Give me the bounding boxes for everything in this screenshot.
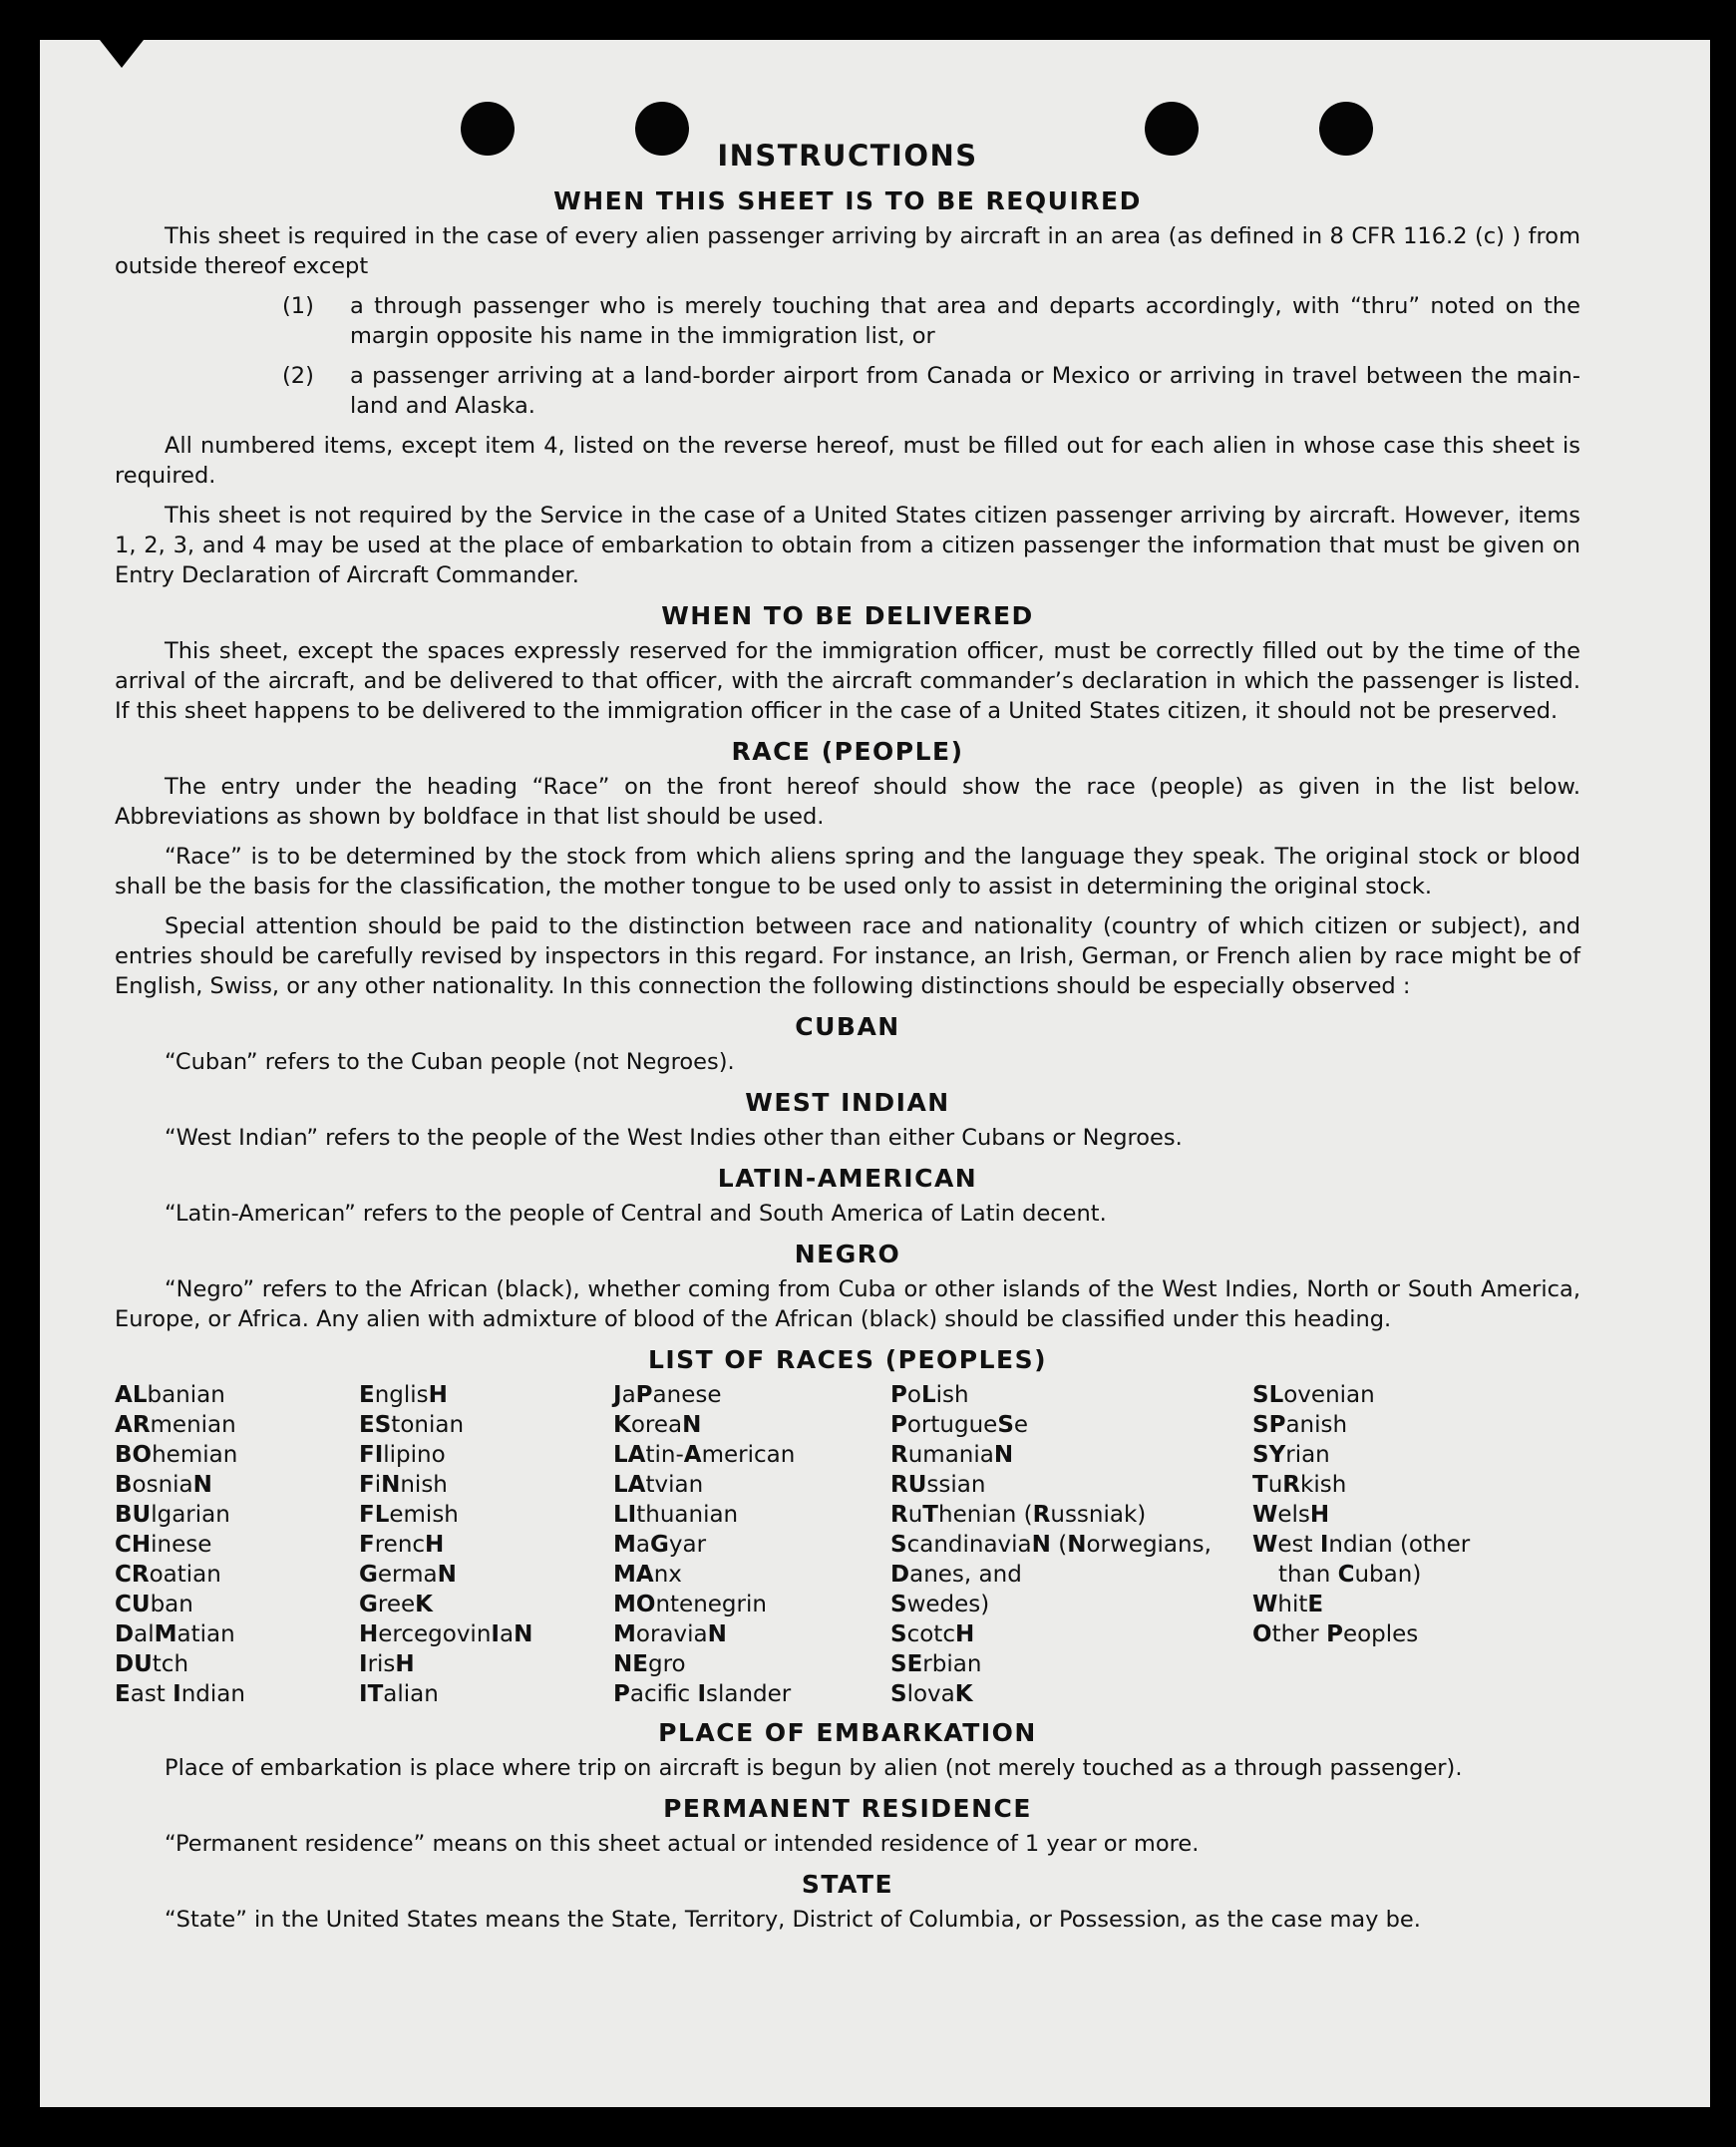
race-entry: Pacific Islander bbox=[613, 1681, 792, 1707]
race-entry: PoLish bbox=[890, 1382, 969, 1408]
race-entry: ARmenian bbox=[115, 1412, 236, 1438]
race-entry: MOntenegrin bbox=[613, 1592, 767, 1617]
embarkation-paragraph: Place of embarkation is place where trip on aircraft is begun by alien (not merely touched as a through passenger). bbox=[165, 1755, 1463, 1781]
race-entry: RumaniaN bbox=[890, 1442, 1014, 1468]
exception-item bbox=[115, 361, 1580, 421]
race-column bbox=[1252, 1380, 1552, 1709]
race-entry: BUlgarian bbox=[115, 1502, 230, 1528]
required-intro: This sheet is required in the case of every alien passenger arriving by aircraft in an area (as defined in 8 CFR 116.2 (c) ) from outside thereof except bbox=[115, 223, 1580, 279]
item-text: a through passenger who is merely touching that area and departs accordingly, with “thru” noted on the margin opposite his name in the immigration list, or bbox=[350, 293, 1580, 349]
race-entry: West Indian (other bbox=[1252, 1532, 1471, 1558]
race-paragraph: “Race” is to be determined by the stock from which aliens spring and the language they speak. The original stock or blood shall be the basis for the classification, the mother tongue to be used only to assist in determining the original stock. bbox=[115, 844, 1580, 899]
delivered-paragraph: This sheet, except the spaces expressly reserved for the immigration officer, must be correctly filled out by the time of the arrival of the aircraft, and be delivered to that officer, with the aircraft commander’s declaration in which the passenger is listed. If this sheet happens to be delivered to the immigration officer in the case of a United States citizen, it should not be preserved. bbox=[115, 638, 1580, 724]
race-entry: SlovaK bbox=[890, 1681, 973, 1707]
race-entry: BosniaN bbox=[115, 1472, 212, 1498]
race-entry: than Cuban) bbox=[1278, 1562, 1422, 1588]
race-entry: MaGyar bbox=[613, 1532, 707, 1558]
corner-notch bbox=[100, 40, 144, 68]
race-entry: GermaN bbox=[359, 1562, 457, 1588]
race-entry: CHinese bbox=[115, 1532, 212, 1558]
race-entry: NEgro bbox=[613, 1651, 686, 1677]
race-entry: KoreaN bbox=[613, 1412, 702, 1438]
race-entry: Danes, and bbox=[890, 1562, 1022, 1588]
race-entry: CRoatian bbox=[115, 1562, 221, 1588]
race-entry: ALbanian bbox=[115, 1382, 225, 1408]
heading-latin-american: LATIN-AMERICAN bbox=[717, 1164, 978, 1193]
race-list bbox=[115, 1380, 1580, 1709]
race-paragraph: Special attention should be paid to the distinction between race and nationality (country of which citizen or subject), and entries should be carefully revised by inspectors in this regard. For instance, an Irish, German, or French alien by race might be of English, Swiss, or any other nationality. In this connection the following distinctions should be especially observed : bbox=[115, 913, 1580, 999]
heading-race: RACE (PEOPLE) bbox=[731, 737, 964, 766]
race-entry: MAnx bbox=[613, 1562, 682, 1588]
race-entry: EStonian bbox=[359, 1412, 465, 1438]
item-number: (2) bbox=[282, 363, 314, 389]
race-entry: PortugueSe bbox=[890, 1412, 1029, 1438]
race-entry: LAtvian bbox=[613, 1472, 704, 1498]
heading-state: STATE bbox=[801, 1870, 894, 1899]
race-entry: East Indian bbox=[115, 1681, 245, 1707]
race-column bbox=[359, 1380, 613, 1709]
race-entry: FLemish bbox=[359, 1502, 459, 1528]
heading-embarkation: PLACE OF EMBARKATION bbox=[658, 1718, 1037, 1747]
heading-negro: NEGRO bbox=[794, 1240, 901, 1268]
latin-american-paragraph: “Latin-American” refers to the people of Central and South America of Latin decent. bbox=[165, 1201, 1107, 1227]
race-column bbox=[613, 1380, 890, 1709]
item-text: a passenger arriving at a land-border airport from Canada or Mexico or arriving in travel between the main-land and Alaska. bbox=[350, 363, 1580, 419]
race-entry: FIlipino bbox=[359, 1442, 446, 1468]
cuban-paragraph: “Cuban” refers to the Cuban people (not Negroes). bbox=[165, 1049, 735, 1075]
heading-west-indian: WEST INDIAN bbox=[745, 1088, 950, 1117]
race-entry: SYrian bbox=[1252, 1442, 1330, 1468]
race-entry: WhitE bbox=[1252, 1592, 1324, 1617]
heading-list-of-races: LIST OF RACES (PEOPLES) bbox=[647, 1345, 1048, 1374]
race-entry: BOhemian bbox=[115, 1442, 238, 1468]
race-entry: EnglisH bbox=[359, 1382, 448, 1408]
item-number: (1) bbox=[282, 293, 314, 319]
race-entry: SLovenian bbox=[1252, 1382, 1375, 1408]
heading-delivered: WHEN TO BE DELIVERED bbox=[661, 601, 1034, 630]
required-paragraph: All numbered items, except item 4, listed on the reverse hereof, must be filled out for each alien in whose case this sheet is required. bbox=[115, 433, 1580, 489]
heading-residence: PERMANENT RESIDENCE bbox=[663, 1794, 1032, 1823]
page-title: INSTRUCTIONS bbox=[717, 139, 978, 173]
race-entry: WelsH bbox=[1252, 1502, 1330, 1528]
race-entry: DUtch bbox=[115, 1651, 189, 1677]
heading-cuban: CUBAN bbox=[795, 1012, 900, 1041]
race-entry: Other Peoples bbox=[1252, 1621, 1419, 1647]
heading-required: WHEN THIS SHEET IS TO BE REQUIRED bbox=[553, 186, 1142, 215]
exception-item bbox=[115, 291, 1580, 351]
race-entry: SPanish bbox=[1252, 1412, 1348, 1438]
race-entry: LAtin-American bbox=[613, 1442, 796, 1468]
race-column bbox=[115, 1380, 359, 1709]
race-entry: LIthuanian bbox=[613, 1502, 739, 1528]
residence-paragraph: “Permanent residence” means on this sheet actual or intended residence of 1 year or more. bbox=[165, 1831, 1200, 1857]
negro-paragraph: “Negro” refers to the African (black), whether coming from Cuba or other islands of the West Indies, North or South America, Europe, or Africa. Any alien with admixture of blood of the African (black) should be classified under this heading. bbox=[115, 1276, 1580, 1332]
race-entry: TuRkish bbox=[1252, 1472, 1347, 1498]
race-entry: FiNnish bbox=[359, 1472, 448, 1498]
state-paragraph: “State” in the United States means the State, Territory, District of Columbia, or Possession, as the case may be. bbox=[165, 1907, 1421, 1933]
race-entry: FrencH bbox=[359, 1532, 445, 1558]
required-paragraph: This sheet is not required by the Service in the case of a United States citizen passenger arriving by aircraft. However, items 1, 2, 3, and 4 may be used at the place of embarkation to obtain from a citizen passenger the information that must be given on Entry Declaration of Aircraft Commander. bbox=[115, 503, 1580, 588]
race-entry: JaPanese bbox=[613, 1382, 722, 1408]
race-entry: GreeK bbox=[359, 1592, 433, 1617]
race-entry: CUban bbox=[115, 1592, 193, 1617]
race-entry: RuThenian (Russniak) bbox=[890, 1502, 1147, 1528]
race-entry: IrisH bbox=[359, 1651, 415, 1677]
race-column bbox=[890, 1380, 1252, 1709]
race-entry: RUssian bbox=[890, 1472, 986, 1498]
race-entry: ScandinaviaN (Norwegians, bbox=[890, 1532, 1212, 1558]
race-paragraph: The entry under the heading “Race” on the front hereof should show the race (people) as given in the list below. Abbreviations as shown by boldface in that list should be used. bbox=[115, 774, 1580, 830]
race-entry: ScotcH bbox=[890, 1621, 975, 1647]
race-entry: MoraviaN bbox=[613, 1621, 727, 1647]
race-entry: SErbian bbox=[890, 1651, 982, 1677]
race-entry: Swedes) bbox=[890, 1592, 990, 1617]
race-entry: HercegovinIaN bbox=[359, 1621, 533, 1647]
race-entry: ITalian bbox=[359, 1681, 439, 1707]
instructions-content bbox=[115, 138, 1580, 1945]
west-indian-paragraph: “West Indian” refers to the people of the West Indies other than either Cubans or Negroes. bbox=[165, 1125, 1183, 1151]
race-entry: DalMatian bbox=[115, 1621, 235, 1647]
